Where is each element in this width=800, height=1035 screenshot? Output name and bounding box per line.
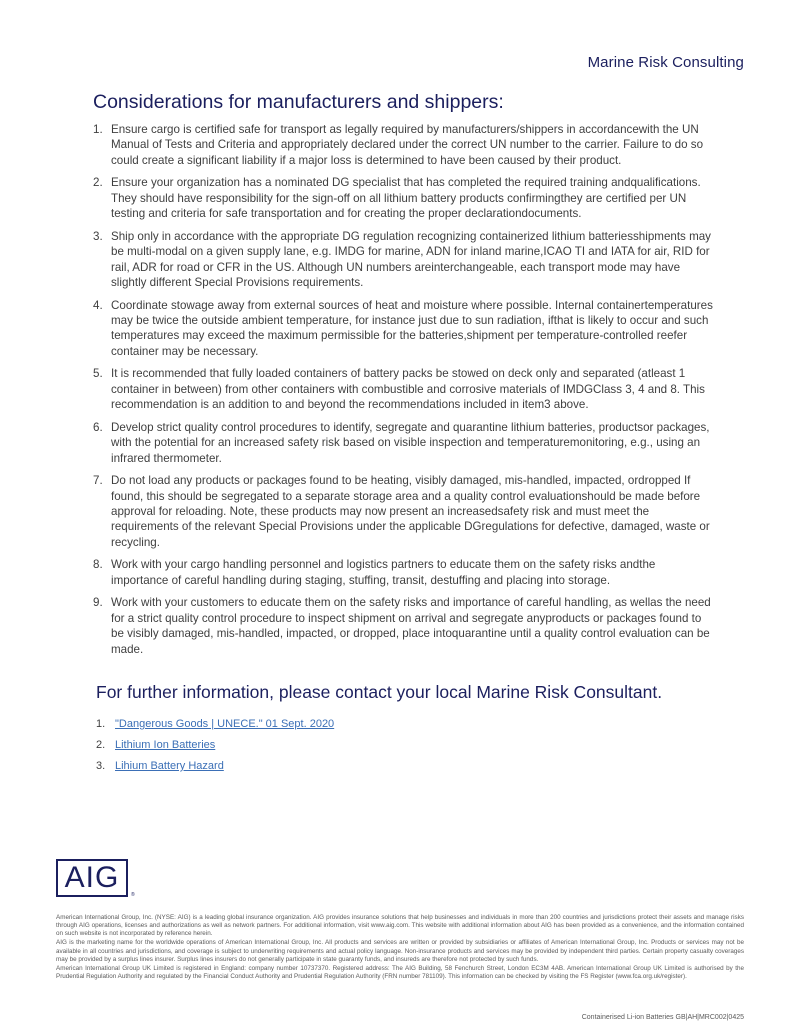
reference-number: 1. (96, 718, 106, 730)
item-text: Do not load any products or packages found to be heating, visibly damaged, mis-handled, impacted, ordropped If found, this should be segregated to a separate storage area and a quality control evaluationshould be made before approval for reloading. Note, these products may now present an increasedsafety risk and must meet the requirements of the relevant Special Provisions under the applicable DGregulations for defective, damaged, waste or recycling. (111, 474, 710, 549)
item-number: 4. (93, 298, 103, 312)
reference-link-battery-hazard[interactable]: Lihium Battery Hazard (115, 760, 224, 772)
reference-item (96, 718, 334, 730)
item-number: 8. (93, 558, 103, 572)
reference-item (96, 760, 334, 772)
item-text: Work with your customers to educate them on the safety risks and importance of careful handling, as wellas the need for a strict quality control procedure to inspect shipment on arrival and segregate anyproducts or packages found to be visibly damaged, mis-handled, impacted, or dropped, place intoquarantine until a quality control evaluation can be made. (111, 596, 711, 656)
item-number: 2. (93, 176, 103, 190)
item-number: 6. (93, 420, 103, 434)
registered-mark: ® (131, 892, 135, 898)
list-item (93, 122, 713, 168)
list-item (93, 557, 713, 588)
footer-paragraph: American International Group UK Limited is registered in England: company number 10737370. Registered address: The AIG Building, 58 Fenchurch Street, London EC3M 4AB. American International Group UK Limited is authorised by the Prudential Regulation Authority and regulated by the Financial Conduct Authority and Prudential Regulation Authority (FRN number 781109). This information can be checked by visiting the FS Register (www.fca.org.uk/register). (56, 964, 744, 981)
list-item (93, 420, 713, 466)
section-title: Considerations for manufacturers and shippers: (93, 91, 504, 113)
item-number: 1. (93, 123, 103, 136)
item-text: Work with your cargo handling personnel and logistics partners to educate them on the safety risks andthe importance of careful handling during staging, stuffing, transit, destuffing and placing into storage. (111, 558, 656, 587)
document-code: Containerised Li-ion Batteries GB|AH|MRC002|0425 (581, 1014, 744, 1021)
reference-item (96, 739, 334, 751)
reference-link-unece[interactable]: "Dangerous Goods | UNECE." 01 Sept. 2020 (115, 718, 335, 730)
header-label: Marine Risk Consulting (587, 54, 744, 71)
list-item (93, 473, 713, 550)
footer-disclaimer (56, 914, 744, 982)
item-text: Ensure your organization has a nominated DG specialist that has completed the required training andqualifications. They should have responsibility for the sign-off on all lithium battery products confirmingthey are certified per UN testing and criteria for safe transportation and for creating the proper declarationdocuments. (111, 176, 701, 221)
footer-paragraph: American International Group, Inc. (NYSE: AIG) is a leading global insurance organization. AIG provides insurance solutions that help businesses and individuals in more than 200 countries and jurisdictions protect their assets and manage risks through AIG operations, licenses and authorizations as well as network partners. For additional information, visit www.aig.com. This website with additional information about AIG has been provided as a convenience, and the information contained on such website is not incorporated by reference herein. (56, 914, 744, 938)
item-text: Ship only in accordance with the appropriate DG regulation recognizing containerized lithium batteriesshipments may be multi-modal on a given supply lane, e.g. IMDG for marine, ADN for inland marine,ICAO TI and IATA for air, RID for rail, ADR for road or CFR in the US. Although UN numbers areinterchangeable, each transport mode may have slightly different Special Provisions requirements. (111, 229, 711, 290)
reference-number: 3. (96, 760, 106, 772)
item-text: Develop strict quality control procedures to identify, segregate and quarantine lithium batteries, productsor packages, with the potential for an increased safety risk based on visible inspection and temperaturemonitoring, e.g., using an infrared thermometer. (111, 420, 710, 465)
item-text: It is recommended that fully loaded containers of battery packs be stowed on deck only and separated (atleast 1 container in between) from other containers with combustible and corrosive materials of IMDGClass 3, 4 and 8. This recommendation is an addition to and beyond the recommendations included in item3 above. (111, 367, 705, 412)
references-list (96, 718, 334, 781)
item-number: 9. (93, 596, 103, 610)
item-number: 3. (93, 229, 103, 243)
aig-logo (56, 859, 128, 897)
reference-number: 2. (96, 739, 106, 751)
list-item (93, 229, 713, 291)
list-item (93, 595, 713, 657)
footer-paragraph: AIG is the marketing name for the worldwide operations of American International Group, Inc. All products and services are written or provided by subsidiaries or affiliates of American International Group, Inc. Products or services may not be available in all countries and jurisdictions, and coverage is subject to underwriting requirements and actual policy language. Non-insurance products and services may be provided by independent third parties. Certain property casualty coverages may be provided by a surplus lines insurer. Surplus lines insurers do not generally participate in state guaranty funds, and insureds are therefore not protected by such funds. (56, 939, 744, 963)
item-text: Coordinate stowage away from external sources of heat and moisture where possible. Internal containertemperatures may be twice the outside ambient temperature, for instance just due to sun radiation, ifthat is likely to occur and such temperatures may exceed the maximum permissible for the batteries,shipment per temperature-controlled reefer container may be necessary. (111, 298, 713, 358)
item-text: Ensure cargo is certified safe for transport as legally required by manufacturers/shippers in accordancewith the UN Manual of Tests and Criteria and appropriately declared under the correct UN number to the carrier. Failure to do so could create a significant liability if a major loss is determined to have been caused by their product. (111, 123, 704, 167)
list-item (93, 366, 713, 412)
list-item (93, 298, 713, 360)
item-number: 7. (93, 474, 103, 488)
logo-text: AIG (64, 861, 120, 894)
contact-heading: For further information, please contact your local Marine Risk Consultant. (96, 682, 663, 702)
list-item (93, 175, 713, 221)
item-number: 5. (93, 367, 103, 381)
reference-link-lithium-ion[interactable]: Lithium Ion Batteries (115, 739, 216, 751)
considerations-list (93, 122, 713, 664)
